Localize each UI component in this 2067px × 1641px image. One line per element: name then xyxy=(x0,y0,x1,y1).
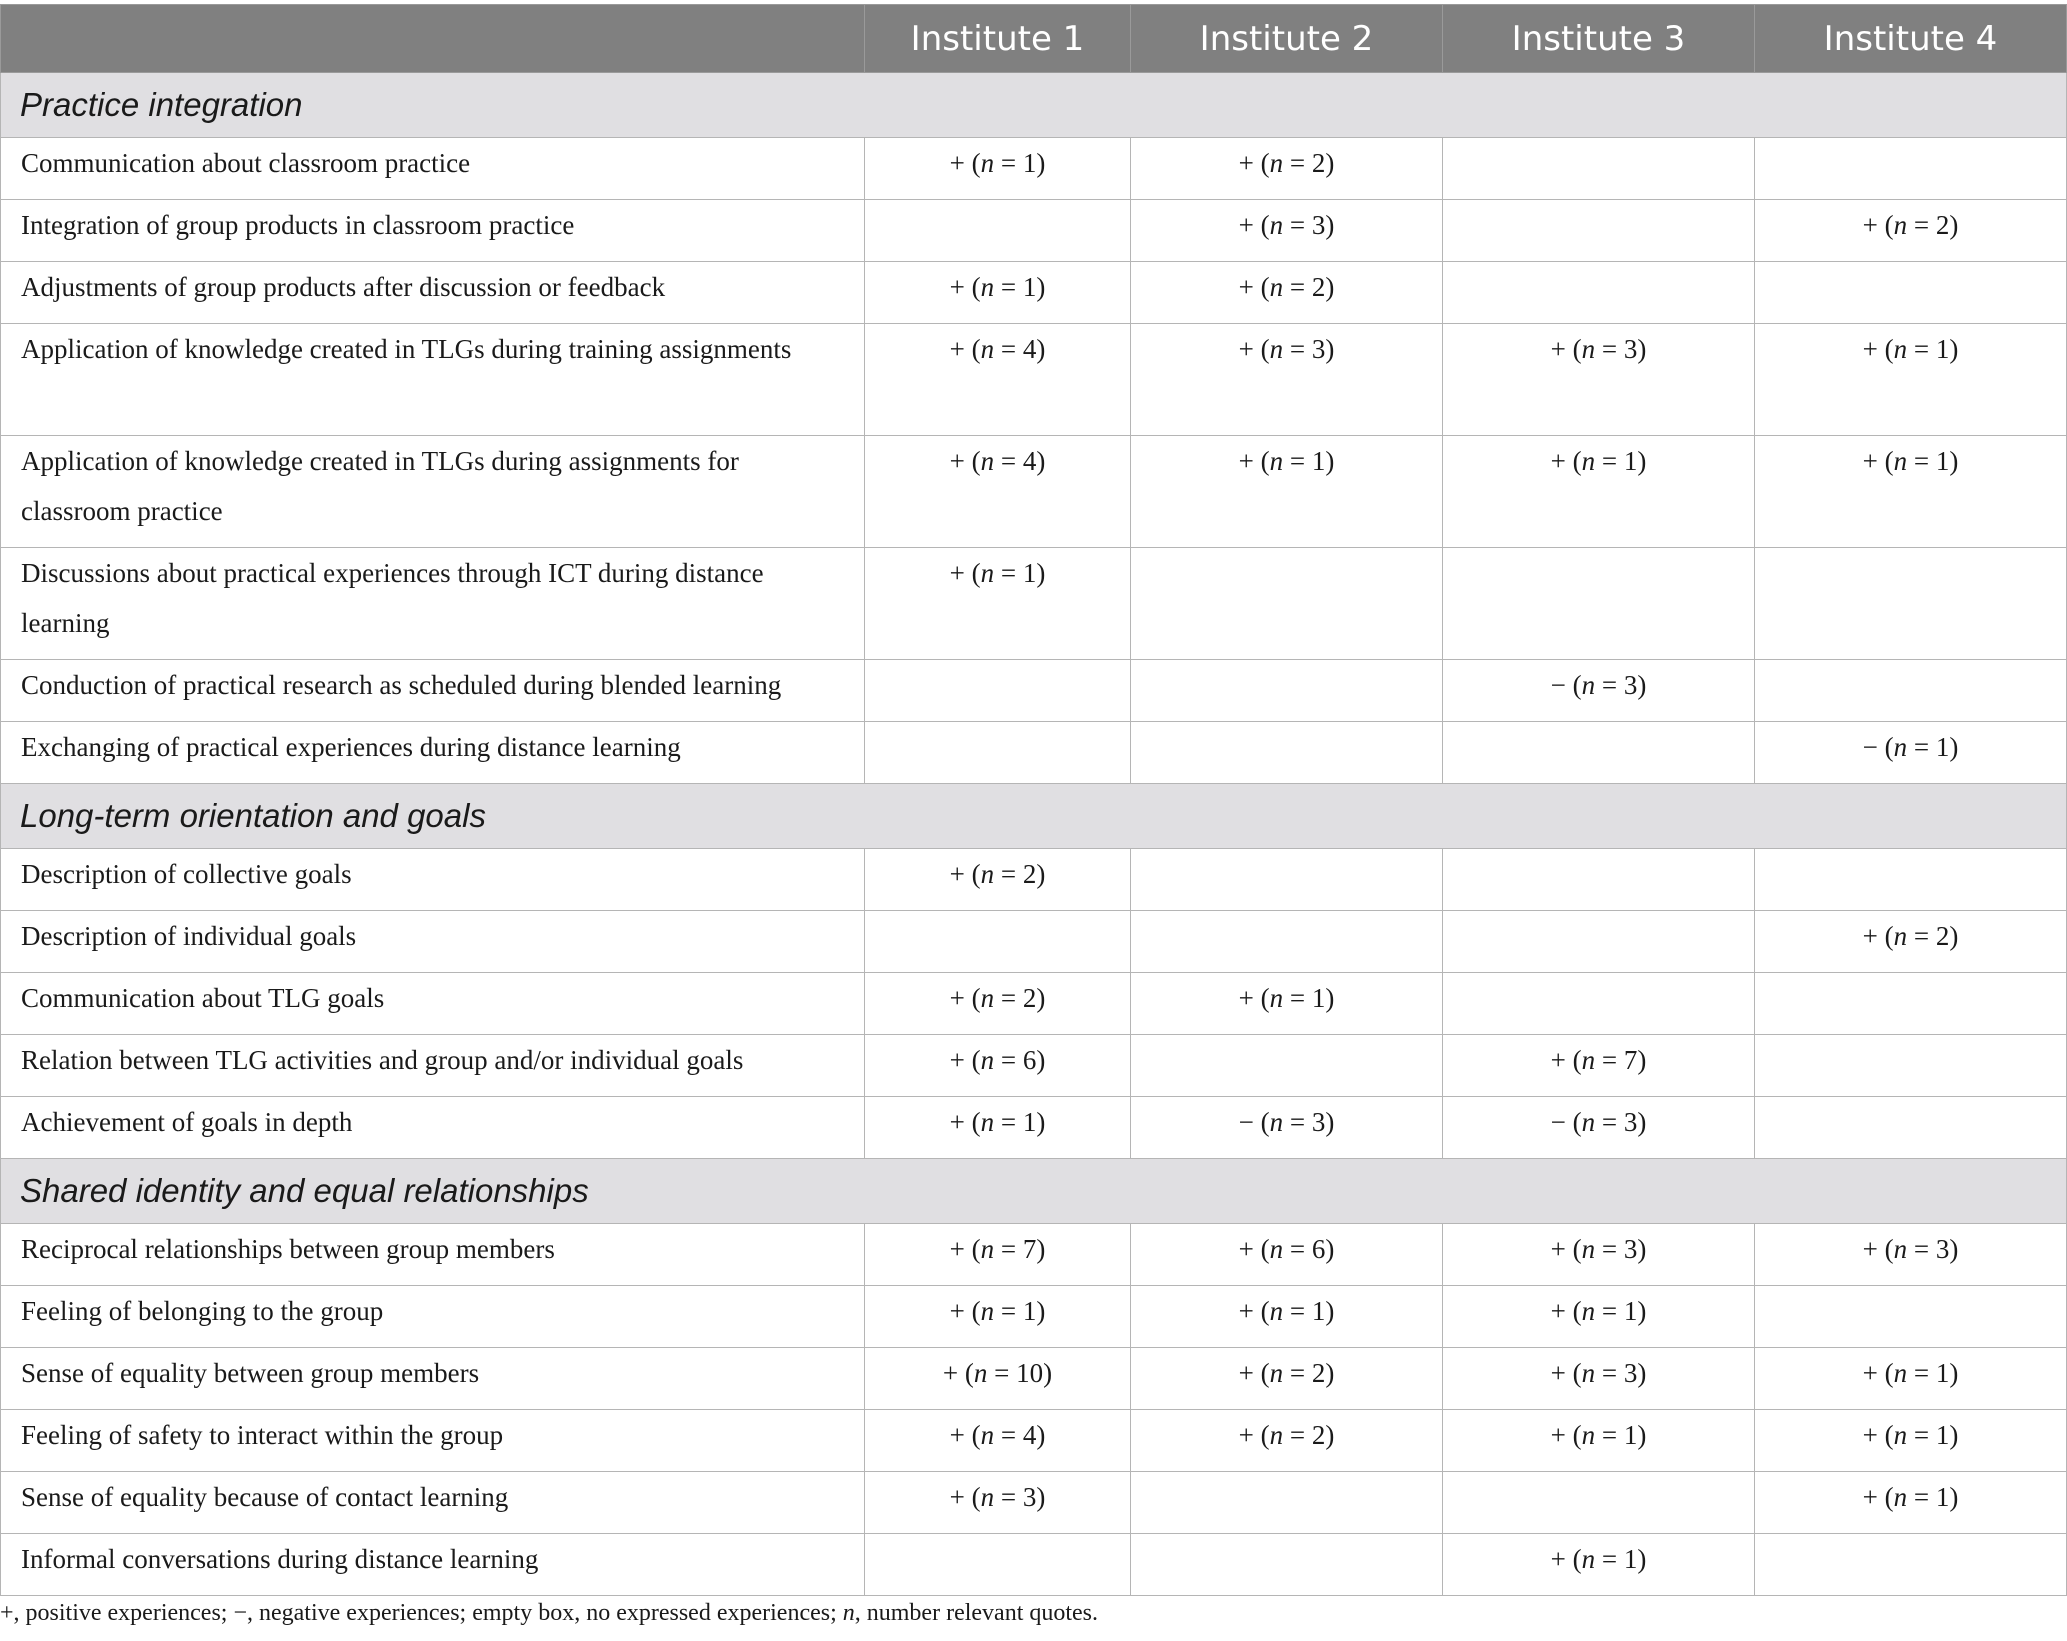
cell-institute-1 xyxy=(865,722,1131,784)
row-label: Integration of group products in classroom practice xyxy=(1,200,865,262)
table-row xyxy=(1,262,2067,324)
row-label: Conduction of practical research as scheduled during blended learning xyxy=(1,660,865,722)
cell-institute-3 xyxy=(1443,911,1755,973)
cell-institute-2: + (n = 1) xyxy=(1131,973,1443,1035)
cell-institute-4: + (n = 1) xyxy=(1755,1472,2067,1534)
row-label: Reciprocal relationships between group members xyxy=(1,1224,865,1286)
cell-institute-4 xyxy=(1755,548,2067,660)
results-table xyxy=(0,4,2067,1596)
table-row xyxy=(1,1224,2067,1286)
cell-institute-2 xyxy=(1131,1035,1443,1097)
cell-institute-1: + (n = 7) xyxy=(865,1224,1131,1286)
cell-institute-3 xyxy=(1443,548,1755,660)
section-header-row xyxy=(1,73,2067,138)
cell-institute-4: + (n = 2) xyxy=(1755,200,2067,262)
cell-institute-3: + (n = 1) xyxy=(1443,436,1755,548)
row-label: Application of knowledge created in TLGs during assignments for classroom practice xyxy=(1,436,865,548)
cell-institute-4: + (n = 3) xyxy=(1755,1224,2067,1286)
cell-institute-3 xyxy=(1443,200,1755,262)
cell-institute-4: + (n = 1) xyxy=(1755,1410,2067,1472)
table-row xyxy=(1,1410,2067,1472)
cell-institute-4 xyxy=(1755,138,2067,200)
cell-institute-2: + (n = 3) xyxy=(1131,200,1443,262)
header-cell-institute-1: Institute 1 xyxy=(865,5,1131,73)
cell-institute-4 xyxy=(1755,1286,2067,1348)
cell-institute-3 xyxy=(1443,849,1755,911)
cell-institute-4 xyxy=(1755,1035,2067,1097)
cell-institute-4: + (n = 1) xyxy=(1755,436,2067,548)
table-row xyxy=(1,1472,2067,1534)
cell-institute-3 xyxy=(1443,1472,1755,1534)
cell-institute-3: − (n = 3) xyxy=(1443,660,1755,722)
cell-institute-1: + (n = 6) xyxy=(865,1035,1131,1097)
table-row xyxy=(1,324,2067,436)
table-row xyxy=(1,722,2067,784)
cell-institute-3: + (n = 3) xyxy=(1443,1348,1755,1410)
cell-institute-2 xyxy=(1131,548,1443,660)
section-header-row xyxy=(1,1159,2067,1224)
cell-institute-4: − (n = 1) xyxy=(1755,722,2067,784)
cell-institute-2: + (n = 1) xyxy=(1131,1286,1443,1348)
cell-institute-3 xyxy=(1443,722,1755,784)
cell-institute-2: + (n = 2) xyxy=(1131,1348,1443,1410)
cell-institute-2 xyxy=(1131,1472,1443,1534)
cell-institute-2 xyxy=(1131,911,1443,973)
cell-institute-1: + (n = 4) xyxy=(865,1410,1131,1472)
cell-institute-1: + (n = 1) xyxy=(865,138,1131,200)
cell-institute-2 xyxy=(1131,1534,1443,1596)
row-label: Feeling of safety to interact within the group xyxy=(1,1410,865,1472)
cell-institute-4: + (n = 1) xyxy=(1755,324,2067,436)
cell-institute-3: + (n = 1) xyxy=(1443,1534,1755,1596)
cell-institute-2: + (n = 2) xyxy=(1131,262,1443,324)
cell-institute-2: + (n = 1) xyxy=(1131,436,1443,548)
cell-institute-1 xyxy=(865,660,1131,722)
section-header-row xyxy=(1,784,2067,849)
results-table-container xyxy=(0,4,2066,1596)
cell-institute-3: + (n = 3) xyxy=(1443,324,1755,436)
cell-institute-1: + (n = 3) xyxy=(865,1472,1131,1534)
cell-institute-1 xyxy=(865,911,1131,973)
cell-institute-2 xyxy=(1131,849,1443,911)
table-row xyxy=(1,548,2067,660)
header-cell-blank xyxy=(1,5,865,73)
table-row xyxy=(1,1286,2067,1348)
table-row xyxy=(1,1534,2067,1596)
row-label: Feeling of belonging to the group xyxy=(1,1286,865,1348)
row-label: Achievement of goals in depth xyxy=(1,1097,865,1159)
cell-institute-3 xyxy=(1443,973,1755,1035)
cell-institute-3 xyxy=(1443,138,1755,200)
cell-institute-1: + (n = 10) xyxy=(865,1348,1131,1410)
cell-institute-4 xyxy=(1755,262,2067,324)
row-label: Exchanging of practical experiences during distance learning xyxy=(1,722,865,784)
cell-institute-2: + (n = 3) xyxy=(1131,324,1443,436)
table-row xyxy=(1,849,2067,911)
table-row xyxy=(1,1035,2067,1097)
table-footnote: +, positive experiences; −, negative experiences; empty box, no expressed experiences; n, number relevant quotes. xyxy=(0,1600,1099,1626)
cell-institute-3: + (n = 1) xyxy=(1443,1286,1755,1348)
cell-institute-4: + (n = 2) xyxy=(1755,911,2067,973)
cell-institute-3: + (n = 3) xyxy=(1443,1224,1755,1286)
cell-institute-4 xyxy=(1755,1097,2067,1159)
cell-institute-1 xyxy=(865,200,1131,262)
row-label: Sense of equality because of contact learning xyxy=(1,1472,865,1534)
section-title: Long-term orientation and goals xyxy=(1,784,2067,849)
cell-institute-1: + (n = 1) xyxy=(865,1097,1131,1159)
row-label: Sense of equality between group members xyxy=(1,1348,865,1410)
header-row xyxy=(1,5,2067,73)
header-cell-institute-4: Institute 4 xyxy=(1755,5,2067,73)
cell-institute-4 xyxy=(1755,660,2067,722)
cell-institute-4 xyxy=(1755,849,2067,911)
table-row xyxy=(1,1348,2067,1410)
cell-institute-3 xyxy=(1443,262,1755,324)
table-row xyxy=(1,138,2067,200)
cell-institute-2: + (n = 2) xyxy=(1131,1410,1443,1472)
cell-institute-3: + (n = 1) xyxy=(1443,1410,1755,1472)
row-label: Informal conversations during distance learning xyxy=(1,1534,865,1596)
table-body xyxy=(1,73,2067,1596)
cell-institute-2: + (n = 6) xyxy=(1131,1224,1443,1286)
row-label: Relation between TLG activities and group and/or individual goals xyxy=(1,1035,865,1097)
cell-institute-4 xyxy=(1755,973,2067,1035)
row-label: Application of knowledge created in TLGs during training assignments xyxy=(1,324,865,436)
header-cell-institute-2: Institute 2 xyxy=(1131,5,1443,73)
cell-institute-1: + (n = 4) xyxy=(865,436,1131,548)
cell-institute-1 xyxy=(865,1534,1131,1596)
table-row xyxy=(1,436,2067,548)
cell-institute-4: + (n = 1) xyxy=(1755,1348,2067,1410)
row-label: Communication about classroom practice xyxy=(1,138,865,200)
cell-institute-1: + (n = 1) xyxy=(865,1286,1131,1348)
table-row xyxy=(1,973,2067,1035)
row-label: Adjustments of group products after discussion or feedback xyxy=(1,262,865,324)
row-label: Description of collective goals xyxy=(1,849,865,911)
section-title: Shared identity and equal relationships xyxy=(1,1159,2067,1224)
table-row xyxy=(1,200,2067,262)
cell-institute-1: + (n = 4) xyxy=(865,324,1131,436)
section-title: Practice integration xyxy=(1,73,2067,138)
cell-institute-2: − (n = 3) xyxy=(1131,1097,1443,1159)
row-label: Communication about TLG goals xyxy=(1,973,865,1035)
cell-institute-2: + (n = 2) xyxy=(1131,138,1443,200)
cell-institute-2 xyxy=(1131,722,1443,784)
cell-institute-4 xyxy=(1755,1534,2067,1596)
cell-institute-1: + (n = 1) xyxy=(865,262,1131,324)
header-cell-institute-3: Institute 3 xyxy=(1443,5,1755,73)
table-row xyxy=(1,1097,2067,1159)
row-label: Description of individual goals xyxy=(1,911,865,973)
cell-institute-3: − (n = 3) xyxy=(1443,1097,1755,1159)
cell-institute-1: + (n = 1) xyxy=(865,548,1131,660)
cell-institute-2 xyxy=(1131,660,1443,722)
table-row xyxy=(1,660,2067,722)
table-row xyxy=(1,911,2067,973)
row-label: Discussions about practical experiences through ICT during distance learning xyxy=(1,548,865,660)
cell-institute-1: + (n = 2) xyxy=(865,973,1131,1035)
cell-institute-3: + (n = 7) xyxy=(1443,1035,1755,1097)
cell-institute-1: + (n = 2) xyxy=(865,849,1131,911)
